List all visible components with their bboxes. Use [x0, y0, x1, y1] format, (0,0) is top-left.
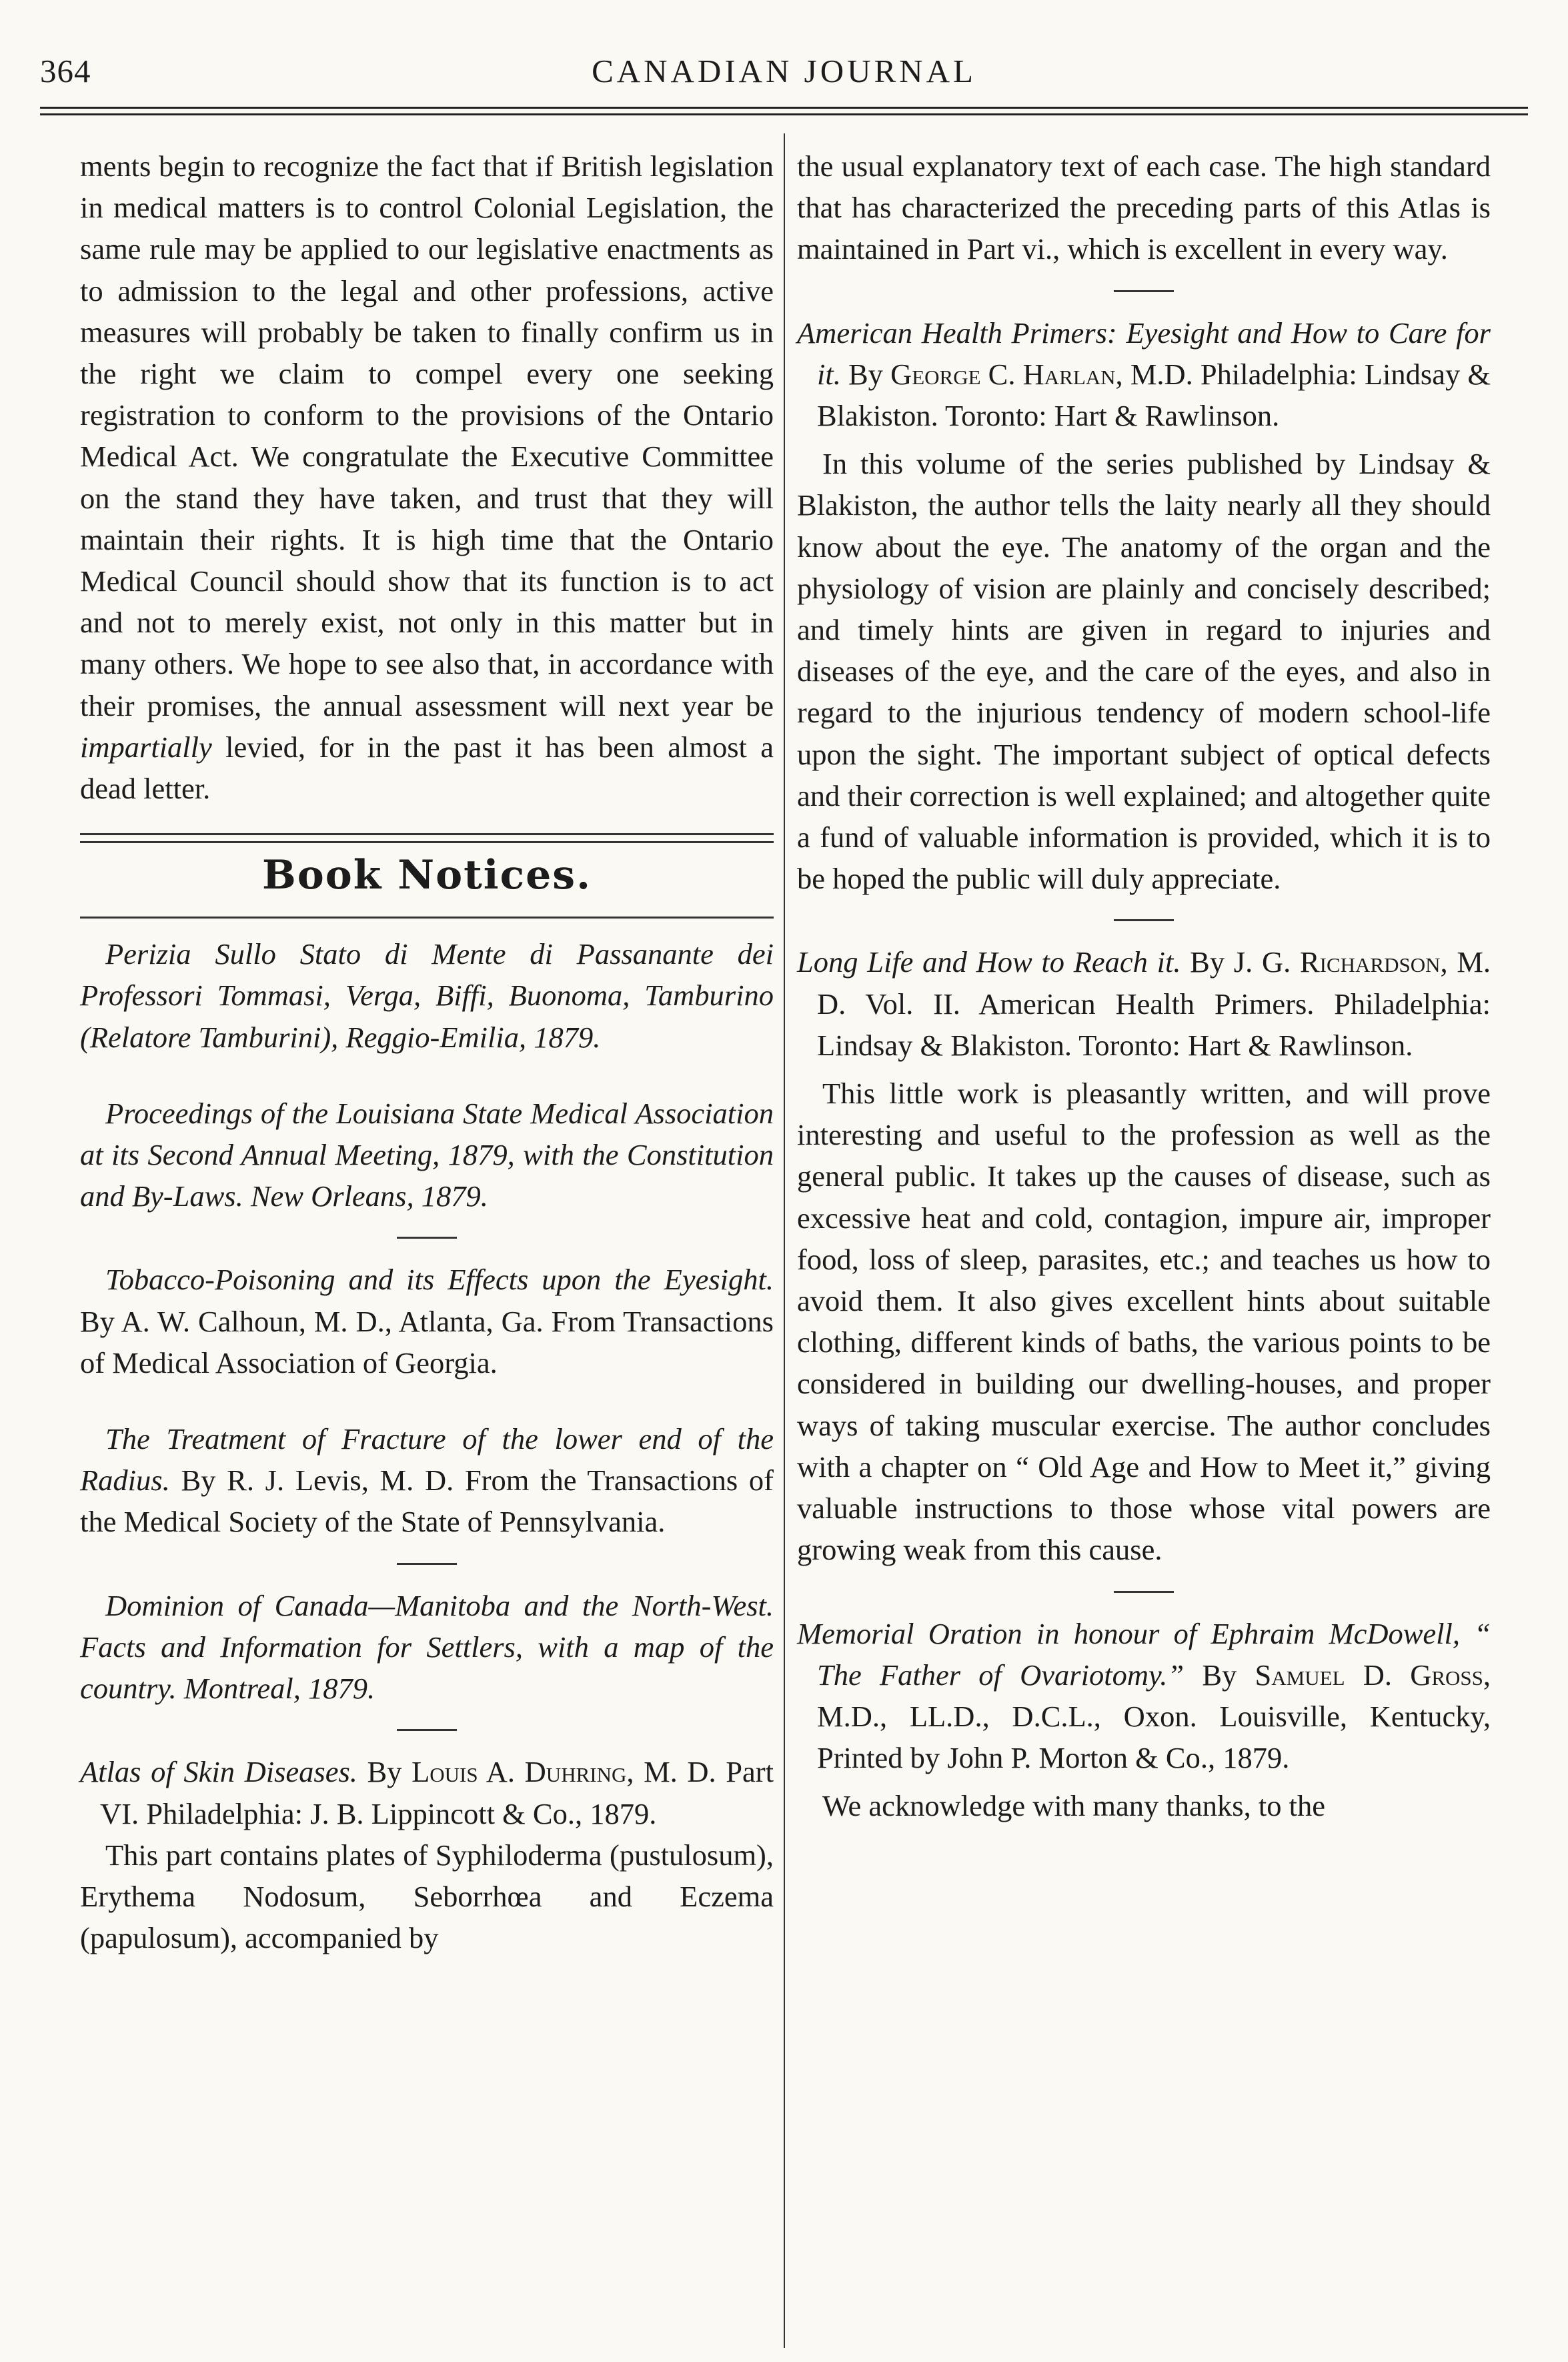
notice-eyesight-rest: M.D. Philadelphia: Lindsay & Blakiston. Toronto: Hart & Rawlinson. — [817, 357, 1491, 433]
section-rule — [80, 917, 774, 919]
notice-fracture-rest: By R. J. Levis, M. D. From the Transactions of the Medical Society of the State of Pennsylvania. — [80, 1463, 774, 1539]
notice-divider — [1114, 919, 1174, 921]
notice-oration — [797, 1613, 1491, 1779]
opening-end: levied, for in the past it has been almost a dead letter. — [80, 730, 774, 806]
opening-italic: impartially — [80, 730, 212, 764]
header-rule-top — [40, 107, 1528, 109]
page-header — [40, 52, 1528, 99]
page-number: 364 — [40, 53, 91, 89]
notice-atlas-by: By — [367, 1755, 402, 1789]
notice-perizia-title: Perizia Sullo Stato di Mente di Passanante dei Professori Tommasi, Verga, Biffi, Buonoma, Tamburino (Relatore Tamburini), Reggio-Emilia, 1879. — [80, 937, 774, 1054]
notice-eyesight-body: In this volume of the series published by Lindsay & Blakiston, the author tells the laity nearly all they should know about the eye. The anatomy of the organ and the physiology of vision are plainly and concisely described; and timely hints are given in regard to injuries and diseases of the eye, and the care of the eyes, and also in regard to the injurious tendency of modern school-life upon the sight. The important subject of optical defects and their correction is well explained; and altogether quite a fund of valuable information is provided, which it is to be hoped the public will duly appreciate. — [797, 447, 1491, 896]
notice-louisiana-title: Proceedings of the Louisiana State Medical Association at its Second Annual Meeting, 1879, with the Constitution and By-Laws. New Orleans, 1879. — [80, 1096, 774, 1213]
right-column — [797, 145, 1491, 1827]
notice-longlife-title: Long Life and How to Reach it. — [797, 945, 1181, 979]
notice-divider — [397, 1237, 457, 1239]
notice-atlas — [80, 1751, 774, 1834]
notice-longlife-author: Richardson, — [1299, 945, 1448, 979]
notice-atlas-title: Atlas of Skin Diseases. — [80, 1755, 357, 1789]
notice-tobacco-title: Tobacco-Poisoning and its Effects upon the Eyesight. — [105, 1263, 774, 1297]
notice-atlas-author: Louis A. Duhring, — [412, 1755, 634, 1789]
notice-eyesight — [797, 312, 1491, 437]
notice-oration-rest: M.D., LL.D., D.C.L., Oxon. Louisville, Kentucky, Printed by John P. Morton & Co., 1879. — [817, 1699, 1491, 1775]
notice-tobacco-rest: By A. W. Calhoun, M. D., Atlanta, Ga. From Transactions of Medical Association of Georgia. — [80, 1304, 774, 1379]
notice-divider — [1114, 290, 1174, 292]
notice-fracture — [80, 1418, 774, 1543]
notice-manitoba-title: Dominion of Canada—Manitoba and the North-West. Facts and Information for Settlers, with a map of the country. Montreal, 1879. — [80, 1588, 774, 1706]
notice-manitoba — [80, 1585, 774, 1710]
section-heading: Book Notices. — [262, 852, 592, 899]
section-double-rule — [80, 833, 774, 843]
notice-louisiana — [80, 1093, 774, 1217]
notice-atlas-rest: M. D. Part VI. Philadelphia: J. B. Lippincott & Co., 1879. — [100, 1755, 774, 1830]
notice-longlife — [797, 941, 1491, 1066]
notice-oration-author: Samuel D. Gross, — [1255, 1658, 1491, 1692]
notice-oration-by: By — [1202, 1658, 1237, 1692]
notice-divider — [1114, 1591, 1174, 1593]
notice-fracture-title: The Treatment of Fracture of the lower end of the Radius. — [80, 1422, 774, 1498]
running-title: CANADIAN JOURNAL — [592, 53, 976, 89]
notice-eyesight-title: American Health Primers: Eyesight and How to Care for it. — [797, 316, 1491, 391]
notice-oration-title: Memorial Oration in honour of Ephraim McDowell, “ The Father of Ovariotomy.” — [797, 1616, 1491, 1692]
notice-atlas-body: This part contains plates of Syphiloderma (pustulosum), Erythema Nodosum, Seborrhœa and Eczema (papulosum), accompanied by — [80, 1838, 774, 1955]
header-rule-bottom — [40, 113, 1528, 115]
notice-divider — [397, 1729, 457, 1731]
notice-eyesight-by: By — [848, 357, 883, 391]
notice-perizia — [80, 933, 774, 1058]
opening-text: ments begin to recognize the fact that if British legislation in medical matters is to control Colonial Legislation, the same rule may be applied to our legislative enactments as to admission to the legal and other professions, active measures will probably be taken to finally confirm us in the right we claim to compel every one seeking registration to conform to the provisions of the Ontario Medical Act. We congratulate the Executive Committee on the stand they have taken, and trust that they will maintain their rights. It is high time that the Ontario Medical Council should show that its function is to act and not to merely exist, not only in this matter but in many others. We hope to see also that, in accordance with their promises, the annual assessment will next year be — [80, 149, 774, 722]
column-divider — [784, 133, 785, 2348]
notice-divider — [397, 1563, 457, 1565]
left-column — [80, 145, 774, 1958]
atlas-continuation: the usual explanatory text of each case. The high standard that has characterized the preceding parts of this Atlas is maintained in Part vi., which is excellent in every way. — [797, 149, 1491, 266]
notice-oration-body: We acknowledge with many thanks, to the — [822, 1789, 1325, 1823]
notice-tobacco — [80, 1259, 774, 1383]
notice-longlife-rest: M. D. Vol. II. American Health Primers. Philadelphia: Lindsay & Blakiston. Toronto: Hart & Rawlinson. — [817, 945, 1491, 1062]
notice-eyesight-author: George C. Harlan, — [890, 357, 1123, 391]
opening-paragraph — [80, 145, 774, 809]
notice-longlife-by: By J. G. — [1190, 945, 1291, 979]
notice-longlife-body: This little work is pleasantly written, and will prove interesting and useful to the profession as well as the general public. It takes up the causes of disease, such as excessive heat and cold, contagion, impure air, improper food, loss of sleep, parasites, etc.; and teaches us how to avoid them. It also gives excellent hints about suitable clothing, different kinds of baths, the various points to be considered in building our dwelling-houses, and proper ways of taking muscular exercise. The author concludes with a chapter on “ Old Age and How to Meet it,” giving valuable instructions to those whose vital powers are growing weak from this cause. — [797, 1077, 1491, 1567]
